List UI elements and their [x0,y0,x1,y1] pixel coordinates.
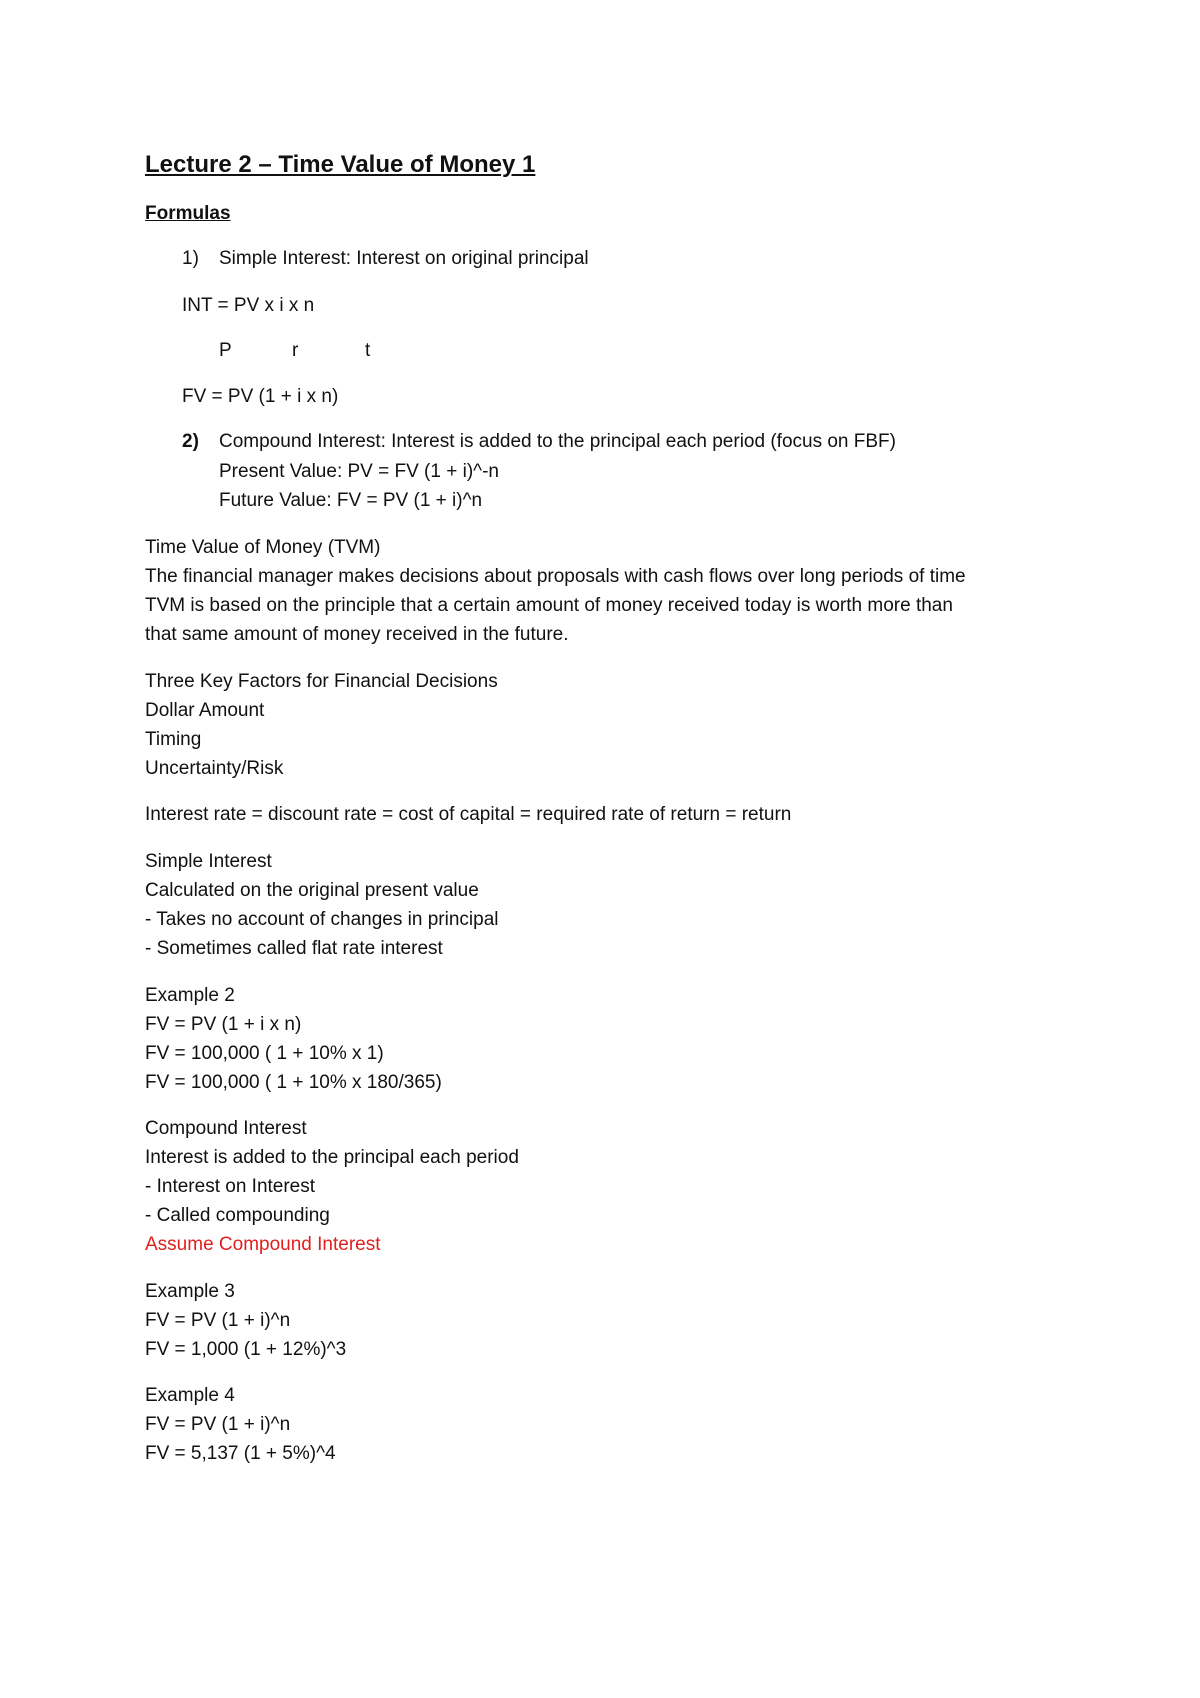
simple-interest-line-1: Calculated on the original present value [145,880,479,901]
compound-interest-line-1: Interest is added to the principal each period [145,1147,519,1168]
assume-compound-note: Assume Compound Interest [145,1234,381,1255]
example-2-heading: Example 2 [145,985,235,1006]
example-4-line-2: FV = 5,137 (1 + 5%)^4 [145,1443,336,1464]
example-3-line-2: FV = 1,000 (1 + 12%)^3 [145,1339,347,1360]
example-2-line-3: FV = 100,000 ( 1 + 10% x 180/365) [145,1072,442,1093]
simple-interest-heading: Simple Interest [145,851,272,872]
page-title: Lecture 2 – Time Value of Money 1 [145,151,536,178]
tvm-line-2: TVM is based on the principle that a certain amount of money received today is worth more than [145,595,953,616]
factor-item: Uncertainty/Risk [145,758,284,779]
tvm-line-1: The financial manager makes decisions about proposals with cash flows over long periods of time [145,566,966,587]
compound-interest-line-2: - Interest on Interest [145,1176,316,1197]
symbol-r: r [292,340,299,361]
simple-interest-line-2: - Takes no account of changes in principal [145,909,499,930]
example-2-line-1: FV = PV (1 + i x n) [145,1014,302,1035]
factor-item: Timing [145,729,202,750]
tvm-heading: Time Value of Money (TVM) [145,537,381,558]
example-3-line-1: FV = PV (1 + i)^n [145,1310,291,1331]
example-4-heading: Example 4 [145,1385,235,1406]
example-2-line-2: FV = 100,000 ( 1 + 10% x 1) [145,1043,384,1064]
formula-1-number: 1) [182,248,199,269]
symbol-p: P [219,340,232,361]
factor-item: Dollar Amount [145,700,265,721]
formula-2-text: Compound Interest: Interest is added to the principal each period (focus on FBF) [219,431,896,452]
compound-interest-line-3: - Called compounding [145,1205,330,1226]
formula-1-equation-fv: FV = PV (1 + i x n) [182,386,339,407]
formula-2-future-value: Future Value: FV = PV (1 + i)^n [219,490,483,511]
example-3-heading: Example 3 [145,1281,235,1302]
tvm-line-3: that same amount of money received in the future. [145,624,569,645]
factors-heading: Three Key Factors for Financial Decisions [145,671,498,692]
example-4-line-1: FV = PV (1 + i)^n [145,1414,291,1435]
compound-interest-heading: Compound Interest [145,1118,307,1139]
formula-2-present-value: Present Value: PV = FV (1 + i)^-n [219,461,499,482]
simple-interest-line-3: - Sometimes called flat rate interest [145,938,443,959]
formulas-heading: Formulas [145,203,231,224]
formula-1-text: Simple Interest: Interest on original principal [219,248,589,269]
symbol-t: t [365,340,371,361]
formula-2-number: 2) [182,431,199,452]
formula-1-equation-int: INT = PV x i x n [182,295,315,316]
interest-rate-equivalence: Interest rate = discount rate = cost of capital = required rate of return = return [145,804,792,825]
